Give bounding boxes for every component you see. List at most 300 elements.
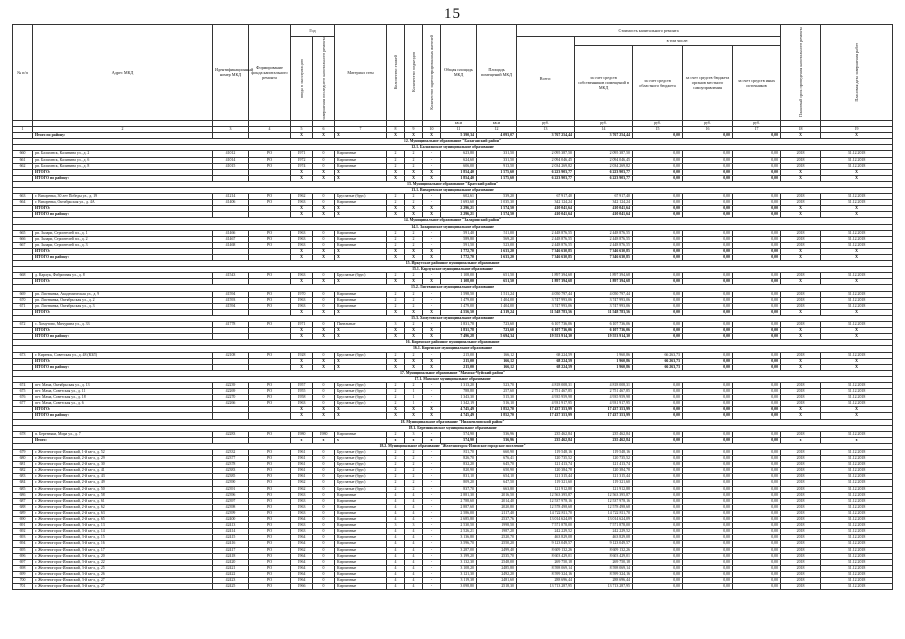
table-cell: 31.12.2018 xyxy=(821,553,893,559)
table-cell: 42416 xyxy=(213,541,249,547)
table-cell: X xyxy=(405,358,423,364)
table-cell: 2 xyxy=(405,273,423,279)
table-cell: 4 xyxy=(387,565,405,571)
table-cell: рп. Балаганск, Калинина ул., д. 6 xyxy=(33,157,213,163)
table-cell: 4 050 797,44 xyxy=(575,291,633,297)
table-cell: 2 xyxy=(387,297,405,303)
table-cell: 42377 xyxy=(213,456,249,462)
table-cell: - xyxy=(423,431,441,437)
table-cell: г. Железногорск-Илимский, 2-й кв-л, д. 65 xyxy=(33,517,213,523)
table-cell: 3 xyxy=(405,431,423,437)
table-cell: X xyxy=(781,407,821,413)
table-cell: 0,00 xyxy=(683,206,733,212)
table-cell: 687 xyxy=(13,498,33,504)
table-cell: Брусчатые (брус) xyxy=(335,468,387,474)
table-cell: 0 xyxy=(313,492,335,498)
table-cell: X xyxy=(821,169,893,175)
table-cell: 1 772,70 xyxy=(441,255,477,261)
table-cell: 2018 xyxy=(781,529,821,535)
table-cell: 664 xyxy=(13,200,33,206)
table-cell: РО xyxy=(249,571,291,577)
table-cell: г. Железногорск-Илимский, 3-й кв-л, д. 17 xyxy=(33,547,213,553)
table-cell: 0 xyxy=(313,389,335,395)
table-cell: 1963 xyxy=(291,504,313,510)
table-cell: X xyxy=(423,175,441,181)
table-cell: 0,00 xyxy=(733,163,781,169)
table-cell: 1 960,86 xyxy=(575,364,633,370)
table-cell: 0,00 xyxy=(733,431,781,437)
table-cell: X xyxy=(313,407,335,413)
table-cell: 235 462,84 xyxy=(575,437,633,443)
table-cell: 0,00 xyxy=(633,157,683,163)
table-cell: 0 xyxy=(313,462,335,468)
table-cell: 1961 xyxy=(291,468,313,474)
table-cell: Кирпичные xyxy=(335,236,387,242)
table-cell: 1964 xyxy=(291,535,313,541)
table-cell: 31.12.2018 xyxy=(821,492,893,498)
table-cell: 0,00 xyxy=(633,200,683,206)
table-cell: 6 223 903,77 xyxy=(575,169,633,175)
table-cell: 0,00 xyxy=(683,200,733,206)
table-cell: 0,00 xyxy=(733,437,781,443)
table-cell: X xyxy=(335,334,387,340)
table-cell: 42423 xyxy=(213,577,249,583)
table-cell: - xyxy=(423,517,441,523)
table-cell: 2018 xyxy=(781,236,821,242)
table-cell: 0,00 xyxy=(633,468,683,474)
table-cell: г. Железногорск-Илимский, 3-й кв-л, д. 27 xyxy=(33,584,213,590)
table-cell: 0,00 xyxy=(683,523,733,529)
table-cell: 0,00 xyxy=(683,510,733,516)
table-cell: X xyxy=(387,334,405,340)
table-cell: Брусчатые (брус) xyxy=(335,474,387,480)
table-cell: 1963 xyxy=(291,510,313,516)
table-cell: 12 578 498,68 xyxy=(517,504,575,510)
table-cell: 4 093,07 xyxy=(477,133,517,139)
table-cell: 515,30 xyxy=(477,395,517,401)
table-cell: X xyxy=(291,279,313,285)
section-heading: 17.1. Мамское муниципальное образование xyxy=(13,376,893,382)
table-cell: 2018 xyxy=(781,163,821,169)
table-cell: 647,50 xyxy=(477,480,517,486)
header-cell: 7 xyxy=(335,127,387,133)
table-cell: 695 xyxy=(13,547,33,553)
table-cell: 1 404,00 xyxy=(477,297,517,303)
table-cell: 1 772,70 xyxy=(441,248,477,254)
table-cell: 2 xyxy=(387,450,405,456)
table-cell: 1 342,19 xyxy=(441,401,477,407)
table-cell: РО xyxy=(249,480,291,486)
table-cell: 686 xyxy=(13,492,33,498)
table-cell: - xyxy=(423,200,441,206)
table-cell: г. Железногорск-Илимский, 3-й кв-л, д. 22 xyxy=(33,559,213,565)
table-cell: 3 132,30 xyxy=(441,559,477,565)
table-cell: X xyxy=(405,212,423,218)
table-cell: 13 014 624,09 xyxy=(517,517,575,523)
table-cell: 2018 xyxy=(781,498,821,504)
table-cell: 0,00 xyxy=(633,279,683,285)
table-cell: X xyxy=(313,212,335,218)
table-cell: - xyxy=(423,498,441,504)
table-cell: 13 014 624,09 xyxy=(575,517,633,523)
table-cell: 42266 xyxy=(213,401,249,407)
table-cell: 0 xyxy=(313,157,335,163)
table-cell: 2 xyxy=(387,194,405,200)
table-cell: 31.12.2018 xyxy=(821,523,893,529)
table-cell: X xyxy=(423,364,441,370)
table-cell: пгт. Мама, Советская ул., д. 11 xyxy=(33,389,213,395)
table-cell: 17 437 353,99 xyxy=(517,407,575,413)
table-cell: 3 136,80 xyxy=(441,535,477,541)
table-cell: РО xyxy=(249,151,291,157)
table-cell: Кирпичные xyxy=(335,151,387,157)
table-cell: X xyxy=(291,328,313,334)
table-cell: 2 685,80 xyxy=(441,517,477,523)
table-cell: 31.12.2018 xyxy=(821,297,893,303)
table-cell: 2 751 467,85 xyxy=(517,389,575,395)
table-cell: Итого: xyxy=(33,437,213,443)
table-cell: 0,00 xyxy=(733,255,781,261)
table-cell: X xyxy=(405,309,423,315)
table-cell: 2 xyxy=(405,291,423,297)
header-cell: 5 xyxy=(291,127,313,133)
table-cell: 0,00 xyxy=(683,468,733,474)
table-cell: 66 263,73 xyxy=(633,358,683,364)
table-cell: - xyxy=(423,535,441,541)
table-cell: г. Железногорск-Илимский, 2-й кв-л, д. 29 xyxy=(33,456,213,462)
table-cell: 2 095 387,50 xyxy=(517,151,575,157)
table-cell: 0,00 xyxy=(733,157,781,163)
table-cell: рп. Листвянка, Академическая ул., д. 9 xyxy=(33,291,213,297)
table-cell: 0,00 xyxy=(633,242,683,248)
table-cell: 42422 xyxy=(213,571,249,577)
table-cell: 1961 xyxy=(291,474,313,480)
table-cell: 42400 xyxy=(213,517,249,523)
table-cell: 0,00 xyxy=(683,279,733,285)
table-cell: 0 xyxy=(313,584,335,590)
table-cell: 0,00 xyxy=(683,255,733,261)
table-cell: 0,00 xyxy=(733,559,781,565)
header-cell: 14 xyxy=(575,127,633,133)
table-cell: - xyxy=(423,492,441,498)
table-cell: пгт. Мама, Советская ул., д. 6 xyxy=(33,401,213,407)
header-cell: руб. xyxy=(517,120,575,126)
section-heading: 13. Муниципальное образование "Братский район" xyxy=(13,181,893,187)
table-cell: 4 xyxy=(405,559,423,565)
table-cell: 2014,40 xyxy=(477,498,517,504)
table-cell: 0,00 xyxy=(633,322,683,328)
table-cell: 288 696,44 xyxy=(575,577,633,583)
table-cell: 342 124,24 xyxy=(575,200,633,206)
table-cell: 673 xyxy=(13,352,33,358)
table-cell: 1 897 394,68 xyxy=(575,273,633,279)
table-cell: 2 xyxy=(405,297,423,303)
table-cell: 31.12.2018 xyxy=(821,486,893,492)
table-cell: X xyxy=(821,334,893,340)
table-cell: 0,00 xyxy=(633,328,683,334)
table-cell: 4 xyxy=(405,510,423,516)
table-cell: - xyxy=(423,559,441,565)
table-cell: 13 713 287,95 xyxy=(517,584,575,590)
table-cell: ИТОГО: xyxy=(33,407,213,413)
table-cell: 242 229,52 xyxy=(575,529,633,535)
table-cell: 0,00 xyxy=(733,401,781,407)
table-cell: 6 223 903,77 xyxy=(517,175,575,181)
table-cell: 12 578 498,68 xyxy=(575,504,633,510)
table-cell: 2018 xyxy=(781,517,821,523)
table-cell: 0,00 xyxy=(683,480,733,486)
section-heading: 15.3. Хомутовское муниципальное образование xyxy=(13,315,893,321)
table-cell: Кирпичные xyxy=(335,541,387,547)
table-cell: x xyxy=(291,437,313,443)
table-cell: 14 722 811,70 xyxy=(575,510,633,516)
table-cell: 0,00 xyxy=(733,547,781,553)
table-cell: 31.12.2018 xyxy=(821,480,893,486)
table-cell: Кирпичные xyxy=(335,200,387,206)
table-cell: X xyxy=(291,169,313,175)
table-cell: 2492,20 xyxy=(477,571,517,577)
table-cell: 1963 xyxy=(291,523,313,529)
table-cell: 0,00 xyxy=(633,133,683,139)
table-cell: 1961 xyxy=(291,456,313,462)
table-cell: 0,00 xyxy=(683,212,733,218)
table-cell: 166,12 xyxy=(477,352,517,358)
table-cell: X xyxy=(423,328,441,334)
table-cell: X xyxy=(335,133,387,139)
section-heading: 16.1. Киренское муниципальное образование xyxy=(13,346,893,352)
table-cell: 1963 xyxy=(291,492,313,498)
table-cell: 4 xyxy=(405,535,423,541)
table-cell: 235 462,84 xyxy=(575,431,633,437)
table-cell: 602,61 xyxy=(441,194,477,200)
table-cell: 0,00 xyxy=(733,212,781,218)
table-cell: РО xyxy=(249,559,291,565)
table-cell: X xyxy=(313,358,335,364)
table-cell: 701 xyxy=(13,584,33,590)
header-cell: кв.м xyxy=(441,120,477,126)
table-cell: X xyxy=(781,309,821,315)
table-cell: 3 108,20 xyxy=(441,565,477,571)
table-cell: 2 448 876,55 xyxy=(517,242,575,248)
table-cell: 42383 xyxy=(213,468,249,474)
table-cell: 41467 xyxy=(213,236,249,242)
table-cell: 2 xyxy=(405,163,423,169)
table-cell: РО xyxy=(249,565,291,571)
header-local: за счет средств бюджета органов местного самоуправления xyxy=(683,45,733,120)
table-cell: 0 xyxy=(313,352,335,358)
table-cell: 0 xyxy=(313,291,335,297)
table-cell: г. Железногорск-Илимский, 3-й кв-л, д. 26 xyxy=(33,571,213,577)
table-cell: 0,00 xyxy=(733,248,781,254)
table-cell: - xyxy=(423,474,441,480)
table-cell: 0,00 xyxy=(633,297,683,303)
table-cell: Кирпичные xyxy=(335,230,387,236)
table-cell: 2018 xyxy=(781,541,821,547)
table-cell: 1971 xyxy=(291,322,313,328)
table-cell: 0,00 xyxy=(633,236,683,242)
table-cell: X xyxy=(335,206,387,212)
header-cost-group: Стоимость капитального ремонта xyxy=(517,25,781,37)
table-cell: 8 598 069,14 xyxy=(517,565,575,571)
table-cell: 4 xyxy=(387,541,405,547)
table-cell: X xyxy=(821,328,893,334)
table-cell: 0,00 xyxy=(633,577,683,583)
table-cell: 31.12.2018 xyxy=(821,230,893,236)
table-cell: 2018 xyxy=(781,242,821,248)
table-cell: 0,00 xyxy=(633,462,683,468)
table-cell: 12 563 395,87 xyxy=(575,492,633,498)
table-cell: 0,00 xyxy=(683,236,733,242)
section-heading: 15. Иркутское районное муниципальное образование xyxy=(13,261,893,267)
table-cell: 1 693,60 xyxy=(441,200,477,206)
table-cell: X xyxy=(313,206,335,212)
table-cell: 0,00 xyxy=(733,395,781,401)
table-cell: 13 713 287,95 xyxy=(575,584,633,590)
header-owners: за счет средств собственников помещений в МКД xyxy=(575,45,633,120)
table-cell: РО xyxy=(249,456,291,462)
table-cell: 0,00 xyxy=(633,169,683,175)
table-cell: Кирпичные xyxy=(335,163,387,169)
table-cell: 2018 xyxy=(781,157,821,163)
table-cell: Брусчатые (брус) xyxy=(335,273,387,279)
table-cell: 2018 xyxy=(781,291,821,297)
table-cell: X xyxy=(781,334,821,340)
table-cell: 2018 xyxy=(781,504,821,510)
table-cell: 1 831,78 xyxy=(441,322,477,328)
table-cell: 4 xyxy=(405,541,423,547)
table-cell: 1 598,50 xyxy=(441,291,477,297)
table-cell: 0,00 xyxy=(683,395,733,401)
table-cell: 0 xyxy=(313,498,335,504)
table-cell: 1 854,40 xyxy=(441,175,477,181)
table-cell: пгт. Мама, Октябрьская ул., д. 13 xyxy=(33,382,213,388)
table-cell: 4 xyxy=(387,517,405,523)
table-cell: 2 448 876,55 xyxy=(575,236,633,242)
table-cell: 6 107 736,06 xyxy=(575,328,633,334)
table-cell: 0 xyxy=(313,547,335,553)
table-cell: 41406 xyxy=(213,200,249,206)
table-cell: 2 448 876,55 xyxy=(517,236,575,242)
table-cell: 1955 xyxy=(291,389,313,395)
table-cell: 0,00 xyxy=(633,309,683,315)
table-cell: 0,00 xyxy=(633,517,683,523)
table-cell: 119 321,60 xyxy=(517,480,575,486)
table-cell: 1 108,00 xyxy=(441,279,477,285)
table-cell: 6 107 736,06 xyxy=(517,328,575,334)
table-cell: 677 xyxy=(13,401,33,407)
table-cell: 691 xyxy=(13,523,33,529)
table-cell: 2018 xyxy=(781,523,821,529)
table-cell: 215,00 xyxy=(441,352,477,358)
table-cell: 2018 xyxy=(781,480,821,486)
table-cell: 0,00 xyxy=(633,541,683,547)
table-cell: 4 931 917,95 xyxy=(517,401,575,407)
table-cell: 2018 xyxy=(781,151,821,157)
table-cell: г. Киренск, Советская ул., д. 48 (КЗЛ) xyxy=(33,352,213,358)
table-cell: X xyxy=(335,358,387,364)
table-cell: 31.12.2018 xyxy=(821,462,893,468)
table-cell: рп. Листвянка, Октябрьская ул., д. 3 xyxy=(33,303,213,309)
table-cell: 2 xyxy=(387,157,405,163)
table-cell: 0,00 xyxy=(633,565,683,571)
table-cell: 2018 xyxy=(781,565,821,571)
table-cell: 121 315,44 xyxy=(517,474,575,480)
table-cell: 2 448 876,55 xyxy=(517,230,575,236)
table-cell: 1961 xyxy=(291,450,313,456)
table-cell: Кирпичные xyxy=(335,157,387,163)
table-cell: 4 818 008,31 xyxy=(575,382,633,388)
table-cell: 2499,40 xyxy=(477,547,517,553)
table-cell: 2 xyxy=(405,462,423,468)
table-cell: Кирпичные xyxy=(335,547,387,553)
table-cell: 623,80 xyxy=(441,151,477,157)
table-cell: 1957 xyxy=(291,382,313,388)
table-cell: РО xyxy=(249,382,291,388)
table-cell: 42414 xyxy=(213,529,249,535)
table-cell: 523,00 xyxy=(477,242,517,248)
table-cell: X xyxy=(405,407,423,413)
table-cell: 1963 xyxy=(291,297,313,303)
table-cell: 1 897 394,68 xyxy=(575,279,633,285)
table-cell: г. Железногорск-Илимский, 2-й кв-л, д. 43 xyxy=(33,474,213,480)
table-cell: X xyxy=(313,133,335,139)
table-cell: X xyxy=(387,175,405,181)
table-cell: 1 xyxy=(405,395,423,401)
section-heading: 12. Муниципальное образование "Балаганский район" xyxy=(13,139,893,145)
table-cell: 31.12.2018 xyxy=(821,541,893,547)
table-cell: 3 747 993,06 xyxy=(575,303,633,309)
table-cell: 4 xyxy=(405,584,423,590)
table-cell: 1961 xyxy=(291,462,313,468)
table-cell: 1964 xyxy=(291,577,313,583)
table-cell: 2 448 876,55 xyxy=(575,230,633,236)
table-cell: 0,00 xyxy=(733,571,781,577)
table-cell: 0,00 xyxy=(633,437,683,443)
table-cell: 0,00 xyxy=(683,163,733,169)
table-cell: 654,10 xyxy=(477,474,517,480)
table-cell: 1 035,30 xyxy=(477,200,517,206)
table-cell: 661 xyxy=(13,157,33,163)
table-cell: 166,12 xyxy=(477,358,517,364)
table-cell: 11 548 783,56 xyxy=(575,309,633,315)
table-cell: 0,00 xyxy=(683,413,733,419)
table-cell: 41014 xyxy=(213,157,249,163)
table-cell: 166,12 xyxy=(477,364,517,370)
table-cell: ИТОГО по району: xyxy=(33,212,213,218)
table-cell: 2018 xyxy=(781,559,821,565)
table-cell: 0,00 xyxy=(633,303,683,309)
table-cell: 0,00 xyxy=(733,206,781,212)
table-cell: 7 571 878,00 xyxy=(575,523,633,529)
header-cell: руб. xyxy=(633,120,683,126)
header-cell: 11 xyxy=(441,127,477,133)
table-cell: рп. Балаганск, Калинина ул., д. 8 xyxy=(33,163,213,169)
header-cell: 13 xyxy=(517,127,575,133)
table-cell: РО xyxy=(249,194,291,200)
table-cell: 2 887,60 xyxy=(441,504,477,510)
table-cell: 410 041,64 xyxy=(575,206,633,212)
table-cell: 1 313,20 xyxy=(441,382,477,388)
table-cell: - xyxy=(423,547,441,553)
table-cell: ИТОГО: xyxy=(33,328,213,334)
table-cell: 3 xyxy=(387,322,405,328)
table-cell: 31.12.2018 xyxy=(821,389,893,395)
table-cell: 66 263,73 xyxy=(633,352,683,358)
table-cell: 0,00 xyxy=(733,364,781,370)
table-cell: X xyxy=(335,175,387,181)
table-cell: 0,00 xyxy=(633,510,683,516)
table-cell: 0,00 xyxy=(633,334,683,340)
